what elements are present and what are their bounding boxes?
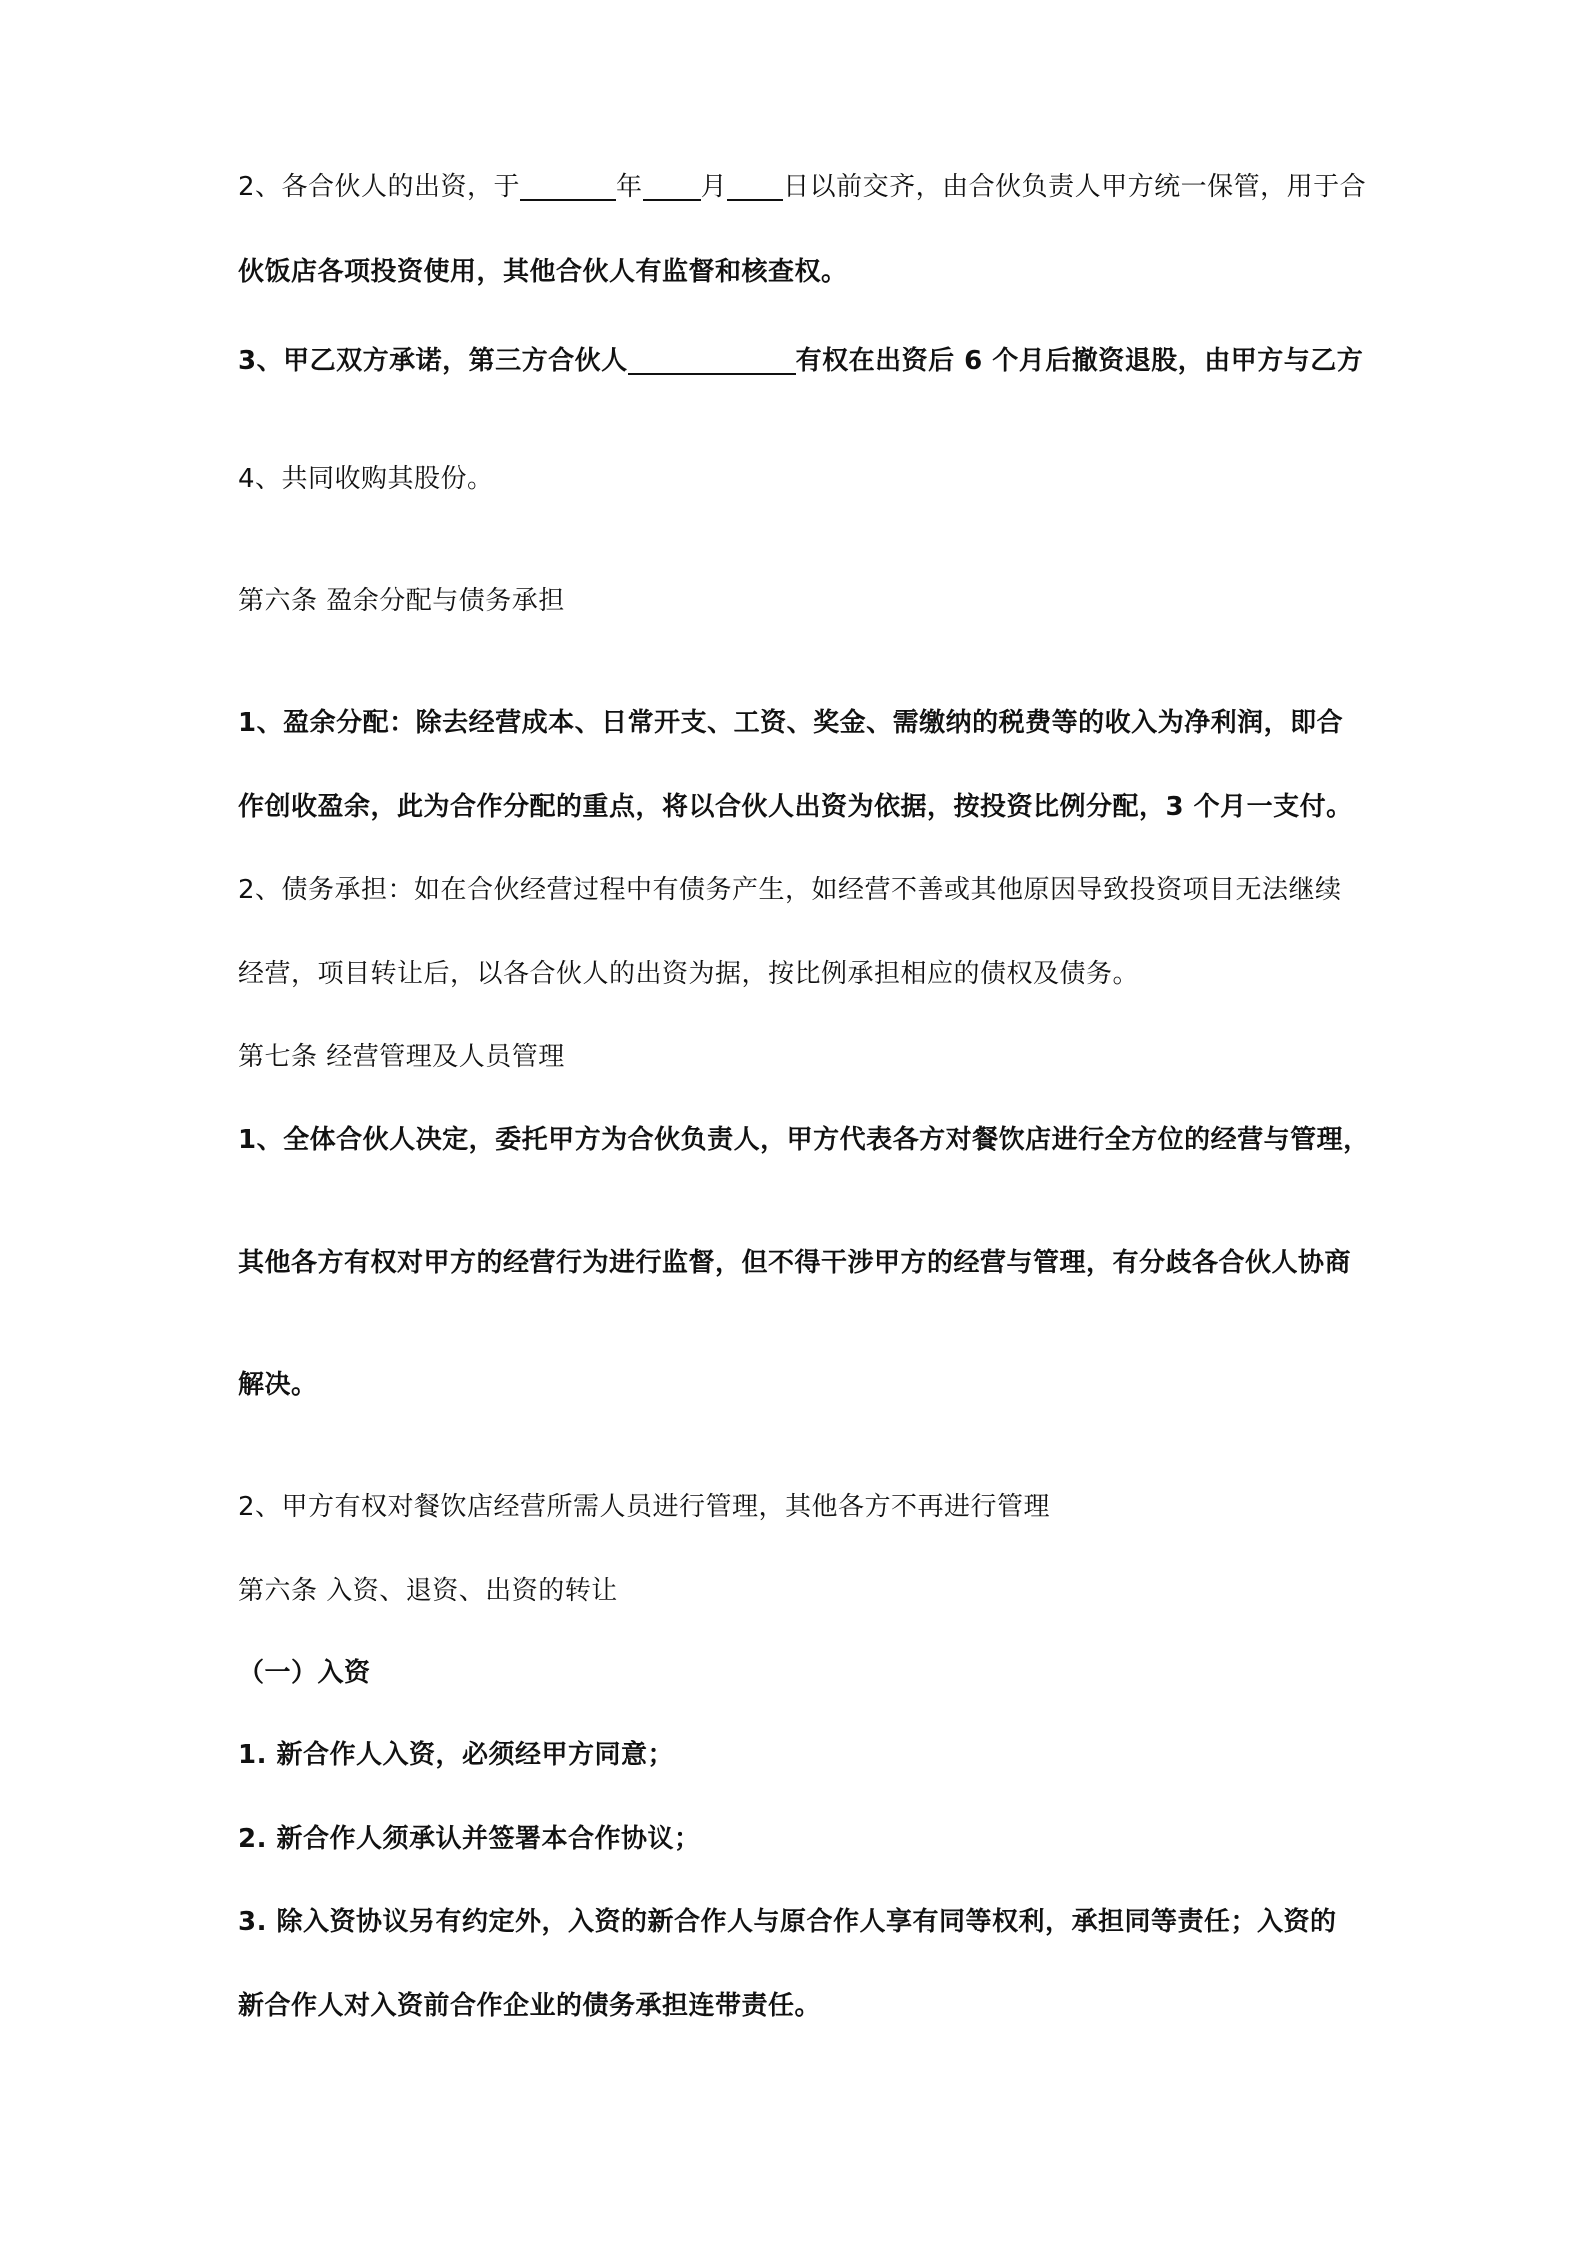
month-blank (643, 171, 701, 201)
commitment-clause-rest: 有权在出资后 6 个月后撤资退股，由甲方与乙方 (795, 346, 1364, 376)
contribution-clause-text: 2、各合伙人的出资，于 (238, 172, 521, 202)
article-7-heading: 第七条 经营管理及人员管理 (238, 1042, 565, 1072)
capital-entry-heading: （一）入资 (238, 1658, 371, 1688)
capital-entry-item-2: 2. 新合作人须承认并签署本合作协议； (238, 1824, 701, 1854)
commitment-clause-line (238, 343, 1363, 379)
contribution-clause-line-2: 伙饭店各项投资使用，其他合伙人有监督和核查权。 (238, 257, 848, 287)
profit-distribution-line-2: 作创收盈余，此为合作分配的重点，将以合伙人出资为依据，按投资比例分配，3 个月一支付。 (238, 792, 1353, 822)
year-blank (520, 171, 616, 201)
article-6b-heading: 第六条 入资、退资、出资的转让 (238, 1576, 618, 1606)
day-blank (727, 171, 783, 201)
personnel-clause: 2、甲方有权对餐饮店经营所需人员进行管理，其他各方不再进行管理 (238, 1492, 1051, 1522)
commitment-clause-text: 3、甲乙双方承诺，第三方合伙人 (238, 346, 628, 376)
article-6-heading: 第六条 盈余分配与债务承担 (238, 586, 565, 616)
management-clause-line-3: 解决。 (238, 1370, 318, 1400)
capital-entry-item-3-line-2: 新合作人对入资前合作企业的债务承担连带责任。 (238, 1991, 822, 2021)
profit-distribution-line-1: 1、盈余分配：除去经营成本、日常开支、工资、奖金、需缴纳的税费等的收入为净利润，即合 (238, 708, 1344, 738)
management-clause-line-2: 其他各方有权对甲方的经营行为进行监督，但不得干涉甲方的经营与管理，有分歧各合伙人协商 (238, 1248, 1352, 1278)
debt-bearing-line-2: 经营，项目转让后，以各合伙人的出资为据，按比例承担相应的债权及债务。 (238, 959, 1140, 989)
capital-entry-item-1: 1. 新合作人入资，必须经甲方同意； (238, 1740, 675, 1770)
repurchase-clause: 4、共同收购其股份。 (238, 464, 494, 494)
month-label: 月 (700, 172, 728, 202)
debt-bearing-line-1: 2、债务承担：如在合伙经营过程中有债务产生，如经营不善或其他原因导致投资项目无法继续 (238, 875, 1342, 905)
year-label: 年 (616, 172, 643, 202)
day-suffix-text: 日以前交齐，由合伙负责人甲方统一保管，用于合 (783, 172, 1367, 202)
contribution-clause-line-1 (238, 169, 1366, 205)
capital-entry-item-3-line-1: 3. 除入资协议另有约定外，入资的新合作人与原合作人享有同等权利，承担同等责任；入资的 (238, 1907, 1337, 1937)
management-clause-line-1: 1、全体合伙人决定，委托甲方为合伙负责人，甲方代表各方对餐饮店进行全方位的经营与管理， (238, 1125, 1370, 1155)
third-partner-blank (628, 345, 796, 375)
